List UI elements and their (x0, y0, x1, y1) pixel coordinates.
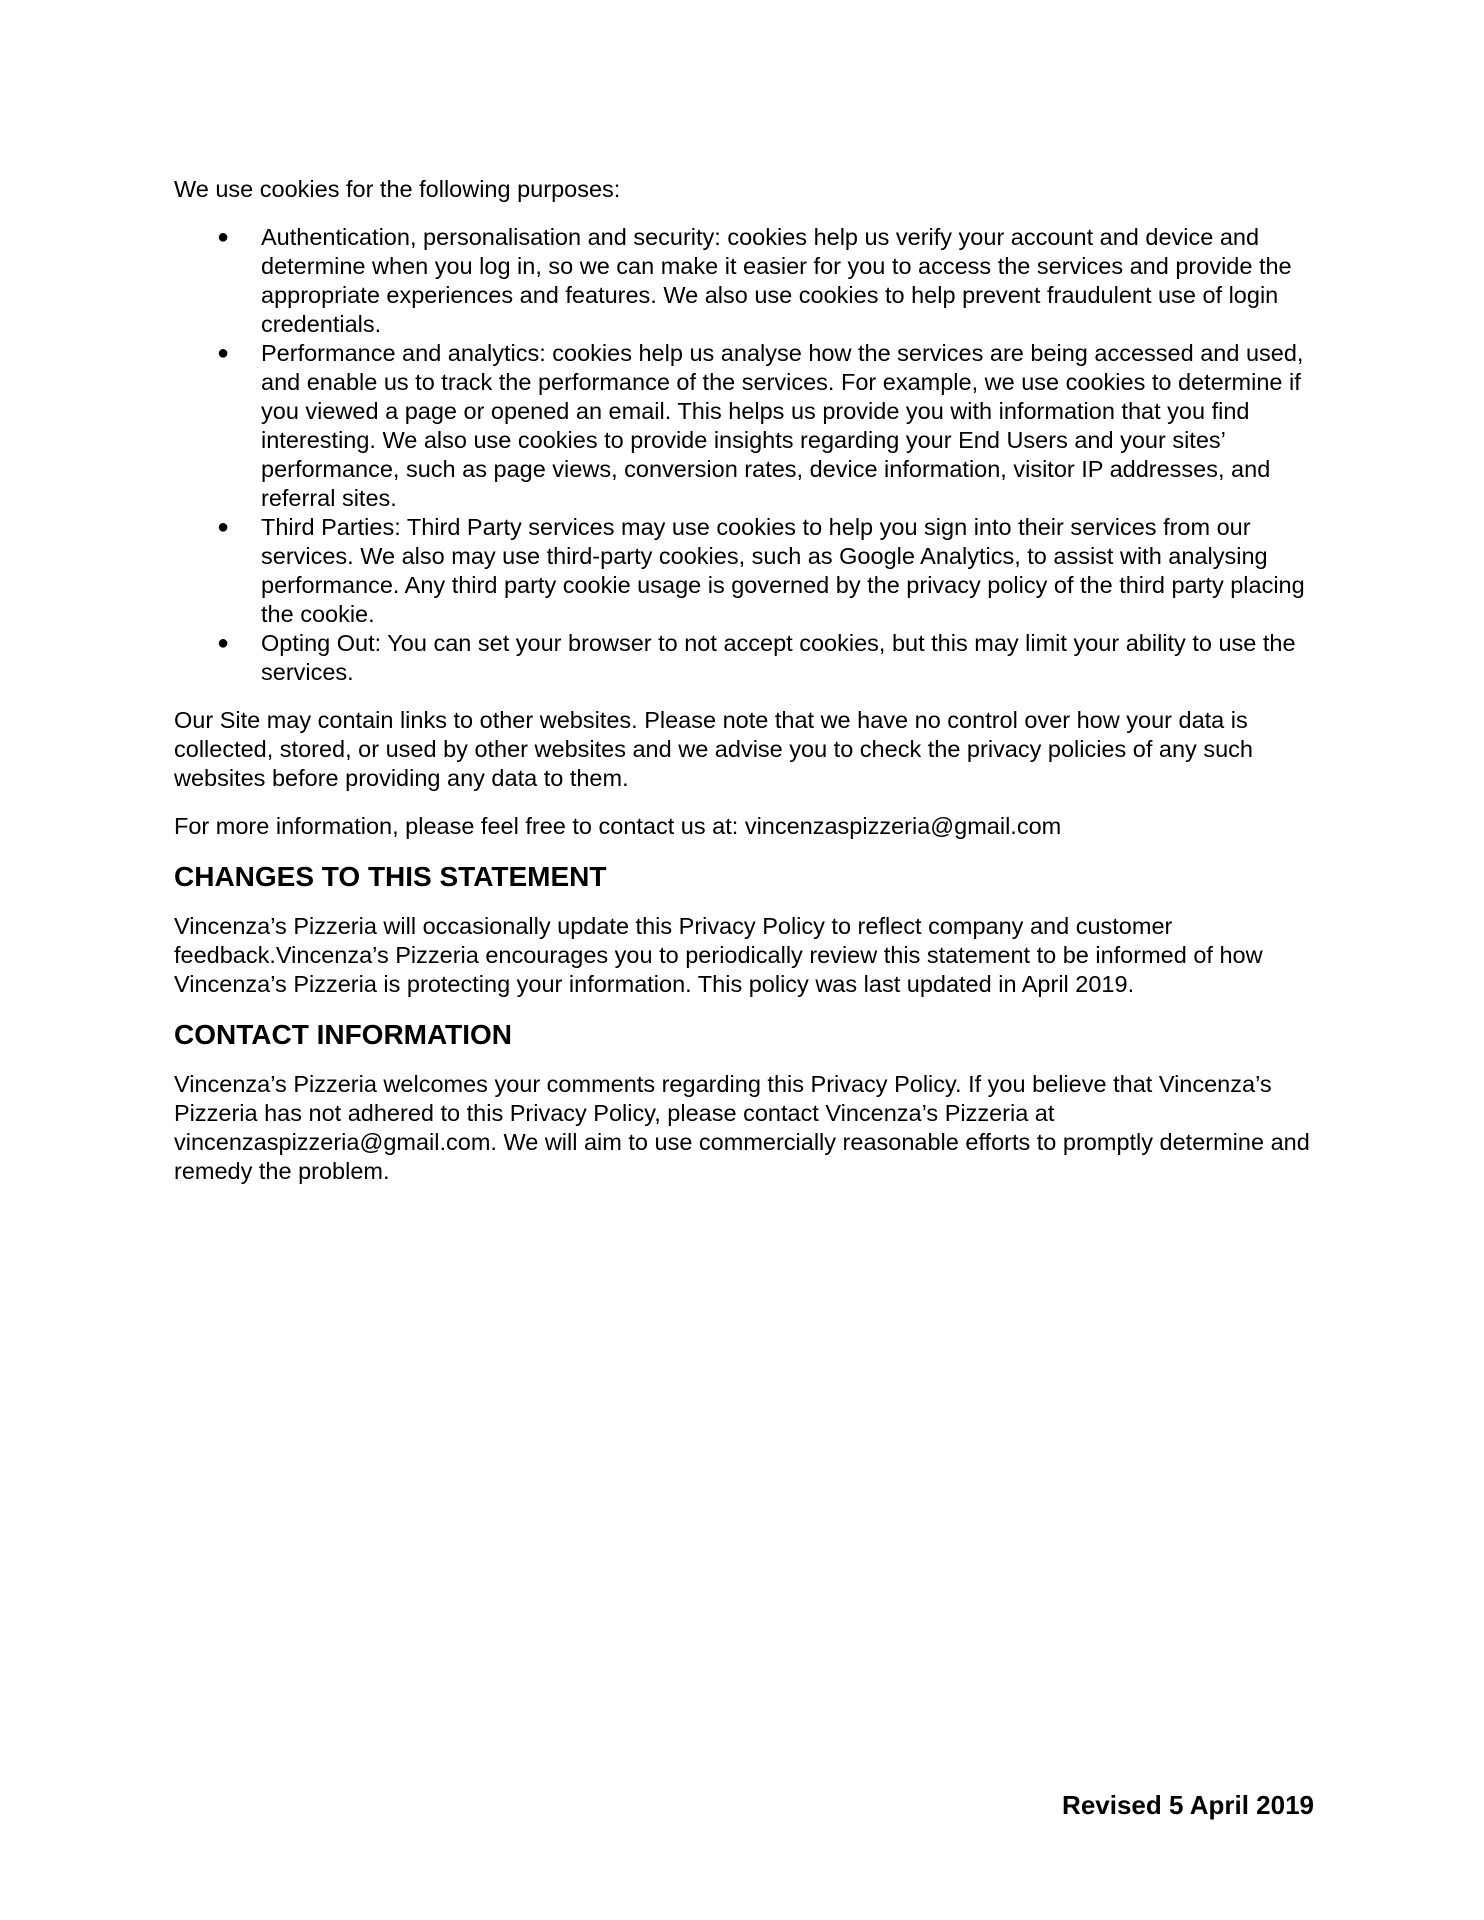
bullet-icon: ● (217, 342, 230, 364)
cookie-purposes-list (174, 223, 1314, 687)
changes-paragraph: Vincenza’s Pizzeria will occasionally update this Privacy Policy to reflect company and customer feedback.Vincenza’s Pizzeria encourages you to periodically review this statement to be informed of how Vincenza’s Pizzeria is protecting your information. This policy was last updated in April 2019. (174, 913, 1263, 997)
list-item-text: Performance and analytics: cookies help us analyse how the services are being accessed and used, and enable us to track the performance of the services. For example, we use cookies to determine if you viewed a page or opened an email. This helps us provide you with information that you find interesting. We also use cookies to provide insights regarding your End Users and your sites’ performance, such as page views, conversion rates, device information, visitor IP addresses, and referral sites. (261, 340, 1304, 511)
bullet-icon: ● (217, 226, 230, 248)
list-item (174, 339, 1314, 513)
contact-information-heading: CONTACT INFORMATION (174, 1019, 513, 1050)
document-body (174, 175, 1314, 1205)
bullet-icon: ● (217, 516, 230, 538)
bullet-icon: ● (217, 632, 230, 654)
contact-information-paragraph: Vincenza’s Pizzeria welcomes your comments regarding this Privacy Policy. If you believe that Vincenza’s Pizzeria has not adhered to this Privacy Policy, please contact Vincenza’s Pizzeria at vincenzaspizzeria@gmail.com. We will aim to use commercially reasonable efforts to promptly determine and remedy the problem. (174, 1071, 1310, 1184)
list-item-text: Third Parties: Third Party services may use cookies to help you sign into their services from our services. We also may use third-party cookies, such as Google Analytics, to assist with analysing performance. Any third party cookie usage is governed by the privacy policy of the third party placing the cookie. (261, 514, 1305, 627)
external-links-paragraph: Our Site may contain links to other websites. Please note that we have no control over how your data is collected, stored, or used by other websites and we advise you to check the privacy policies of any such websites before providing any data to them. (174, 707, 1253, 791)
list-item (174, 513, 1314, 629)
contact-line-prefix: For more information, please feel free to contact us at: (174, 813, 745, 839)
contact-email-link[interactable]: vincenzaspizzeria@gmail.com (744, 813, 1062, 839)
list-item (174, 223, 1314, 339)
list-item (174, 629, 1314, 687)
contact-line (174, 812, 1314, 841)
list-item-text: Opting Out: You can set your browser to not accept cookies, but this may limit your ability to use the services. (261, 630, 1296, 685)
cookies-intro: We use cookies for the following purposes: (174, 176, 621, 202)
changes-heading: CHANGES TO THIS STATEMENT (174, 861, 607, 892)
list-item-text: Authentication, personalisation and security: cookies help us verify your account and device and determine when you log in, so we can make it easier for you to access the services and provide the appropriate experiences and features. We also use cookies to help prevent fraudulent use of login credentials. (261, 224, 1292, 337)
revision-date: Revised 5 April 2019 (1062, 1790, 1314, 1820)
